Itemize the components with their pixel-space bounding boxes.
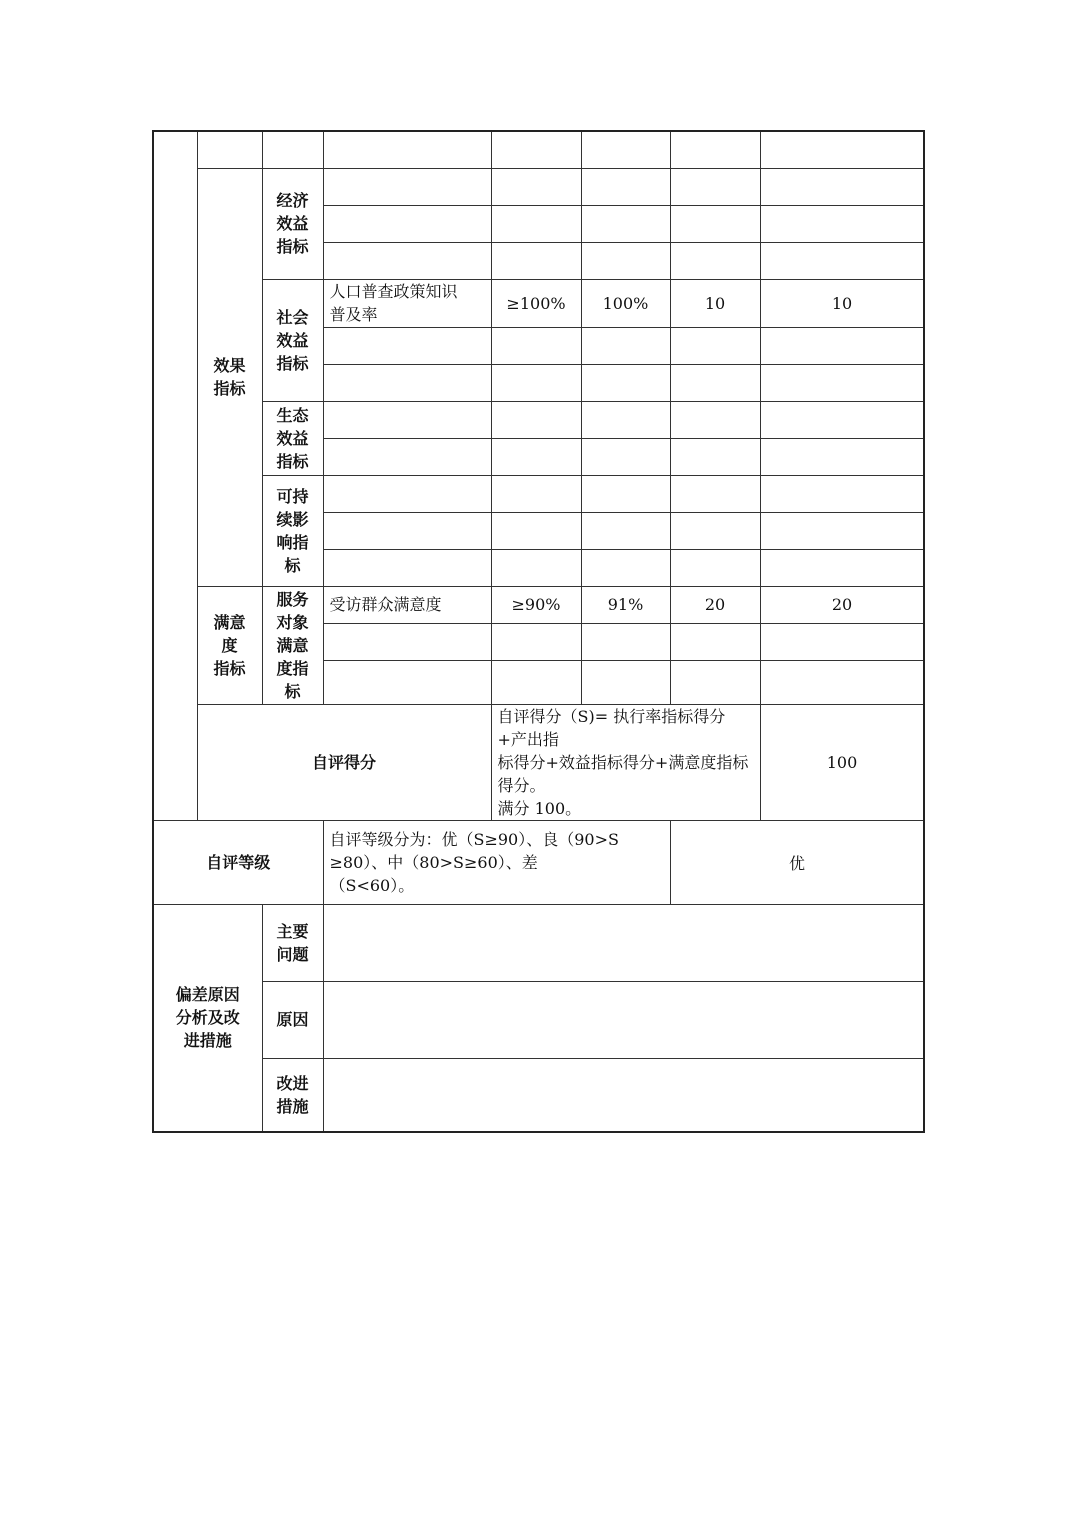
blank-cell [760,549,924,586]
blank-cell [262,131,323,168]
blank-cell [491,438,581,475]
self-grade-label: 自评等级 [153,820,323,904]
blank-cell [760,475,924,512]
blank-cell [581,623,670,660]
self-grade-row [153,820,924,904]
blank-cell [670,168,760,205]
blank-cell [491,623,581,660]
blank-cell [670,205,760,242]
blank-cell [581,438,670,475]
blank-cell [491,660,581,704]
weight-value: 10 [670,279,760,327]
improvement-measure-content [323,1058,924,1132]
blank-cell [491,364,581,401]
blank-cell [670,327,760,364]
blank-cell [670,660,760,704]
blank-cell [323,623,491,660]
target-value: ≥100% [491,279,581,327]
indicator-name: 受访群众满意度 [323,586,491,623]
blank-cell [581,660,670,704]
blank-cell [760,205,924,242]
blank-cell [491,327,581,364]
table-row [153,904,924,981]
blank-cell [670,475,760,512]
ecological-benefit-label: 生态 效益 指标 [262,401,323,475]
blank-cell [760,168,924,205]
main-problem-label: 主要 问题 [262,904,323,981]
blank-cell [323,131,491,168]
blank-cell [760,660,924,704]
performance-evaluation-table [152,130,925,1133]
target-value: ≥90% [491,586,581,623]
blank-cell [581,242,670,279]
blank-cell [760,438,924,475]
self-grade-description: 自评等级分为：优（S≥90）、良（90>S ≥80）、中（80>S≥60）、差 （S<60）。 [323,820,670,904]
blank-cell [491,401,581,438]
actual-value: 100% [581,279,670,327]
table-row [153,981,924,1058]
blank-cell [760,623,924,660]
self-grade-value: 优 [670,820,924,904]
table-row [153,279,924,327]
self-score-row [153,704,924,820]
blank-cell [581,131,670,168]
blank-cell [197,131,262,168]
blank-cell [323,242,491,279]
blank-cell [760,401,924,438]
table-row [153,401,924,438]
blank-cell [581,168,670,205]
blank-cell [760,364,924,401]
blank-cell [581,401,670,438]
blank-cell [670,364,760,401]
table-row [153,168,924,205]
blank-cell [670,512,760,549]
social-benefit-label: 社会 效益 指标 [262,279,323,401]
blank-cell [670,623,760,660]
blank-cell [491,205,581,242]
blank-cell [670,438,760,475]
blank-cell [670,549,760,586]
actual-value: 91% [581,586,670,623]
effect-indicator-label: 效果 指标 [197,168,262,586]
blank-cell [323,660,491,704]
indicator-name: 人口普查政策知识 普及率 [323,279,491,327]
blank-cell [491,131,581,168]
cause-label: 原因 [262,981,323,1058]
blank-cell [760,131,924,168]
blank-cell [323,205,491,242]
satisfaction-indicator-label: 满意 度 指标 [197,586,262,704]
blank-cell [581,512,670,549]
table-row [153,475,924,512]
blank-cell [581,364,670,401]
blank-cell [670,401,760,438]
blank-cell [581,205,670,242]
blank-cell [581,549,670,586]
blank-cell [760,512,924,549]
blank-cell [670,131,760,168]
blank-cell [323,327,491,364]
cause-content [323,981,924,1058]
self-score-label: 自评得分 [197,704,491,820]
main-problem-content [323,904,924,981]
score-value: 10 [760,279,924,327]
sustainable-impact-label: 可持 续影 响指 标 [262,475,323,586]
blank-cell [760,327,924,364]
blank-cell [323,438,491,475]
table-row [153,131,924,168]
deviation-analysis-label: 偏差原因 分析及改 进措施 [153,904,262,1132]
table-row [153,586,924,623]
blank-cell [491,549,581,586]
service-object-satisfaction-label: 服务 对象 满意 度指 标 [262,586,323,704]
improvement-measure-label: 改进 措施 [262,1058,323,1132]
blank-cell [491,168,581,205]
score-value: 20 [760,586,924,623]
self-score-formula: 自评得分（S)= 执行率指标得分+产出指 标得分+效益指标得分+满意度指标得分。 满分 100。 [491,704,760,820]
blank-cell [491,512,581,549]
blank-cell [323,364,491,401]
blank-cell [760,242,924,279]
blank-cell [323,475,491,512]
blank-cell [323,512,491,549]
blank-cell [581,475,670,512]
self-score-weight: 100 [760,704,924,820]
outer-category-cell [153,131,197,820]
blank-cell [491,242,581,279]
blank-cell [323,549,491,586]
table-row [153,1058,924,1132]
blank-cell [323,401,491,438]
weight-value: 20 [670,586,760,623]
blank-cell [670,242,760,279]
blank-cell [491,475,581,512]
blank-cell [581,327,670,364]
economic-benefit-label: 经济 效益 指标 [262,168,323,279]
blank-cell [323,168,491,205]
